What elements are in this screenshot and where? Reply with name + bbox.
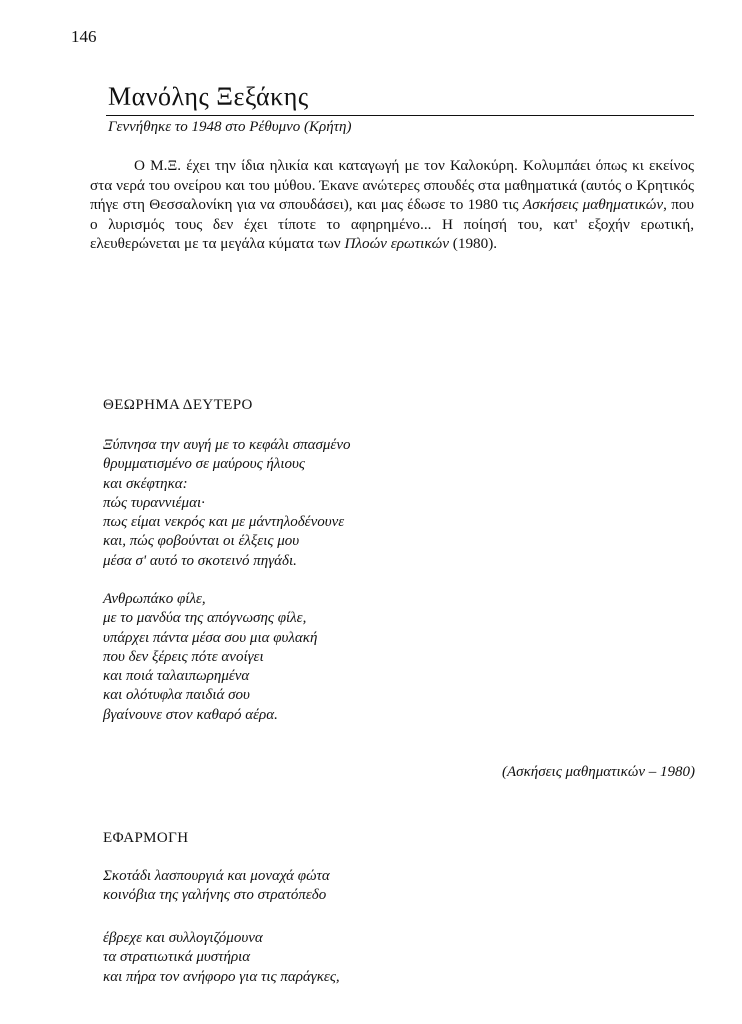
- bio-text-2: , που ο λυρισμός τους δεν έχει τίποτε το αφηρημένο... Η ποίησή του, κατ' εξοχήν ερωτική, ελευθερώνεται με τα μεγάλα κύματα των: [90, 196, 694, 253]
- bio-book-title-1: Ασκήσεις μαθηματικών: [522, 196, 664, 214]
- poem-line: Ανθρωπάκο φίλε,: [103, 591, 206, 607]
- title-rule: [106, 115, 694, 116]
- poem-stanza: [103, 590, 317, 725]
- poem-line: μέσα σ' αυτό το σκοτεινό πηγάδι.: [103, 552, 297, 569]
- bio-book-title-2: Πλοών ερωτικών: [344, 235, 449, 253]
- poem-line: υπάρχει πάντα μέσα σου μια φυλακή: [103, 629, 318, 646]
- poem-stanza: [103, 867, 330, 906]
- poem-line: τα στρατιωτικά μυστήρια: [103, 949, 251, 966]
- poem-line: έβρεχε και συλλογιζόμουνα: [103, 930, 263, 946]
- poem-line: πως είμαι νεκρός και με μάντηλοδένουνε: [103, 514, 345, 531]
- bio-text-1: Ο Μ.Ξ. έχει την ίδια ηλικία και καταγωγή με τον Καλοκύρη. Κολυμπάει όπως κι εκείνος στα νερά του ονείρου και του μύθου. Έκανε ανώτερες σπουδές στα μαθηματικά (αυτός ο Κρητικός πήγε στη Θεσσαλονίκη για να σπουδάσει), και μας έδωσε το 1980 τις: [90, 157, 694, 214]
- poem-source: (Ασκήσεις μαθηματικών – 1980): [502, 764, 695, 780]
- poem-line: και πήρα τον ανήφορο για τις παράγκες,: [103, 968, 340, 985]
- poem-line: που δεν ξέρεις πότε ανοίγει: [103, 648, 264, 665]
- poem-title: ΘΕΩΡΗΜΑ ΔΕΥΤΕΡΟ: [103, 397, 253, 413]
- poem-line: και, πώς φοβούνται οι έλξεις μου: [103, 533, 300, 550]
- page-number: 146: [71, 27, 97, 46]
- poem-stanza: [103, 436, 350, 571]
- poem-line: Ξύπνησα την αυγή με το κεφάλι σπασμένο: [103, 437, 351, 453]
- poem-line: Σκοτάδι λασπουργιά και μοναχά φώτα: [103, 868, 330, 884]
- author-birth-info: Γεννήθηκε το 1948 στο Ρέθυμνο (Κρήτη): [108, 119, 352, 135]
- poem-line: και ολότυφλα παιδιά σου: [103, 687, 250, 704]
- poem-line: θρυμματισμένο σε μαύρους ήλιους: [103, 456, 306, 473]
- poem-line: βγαίνουνε στον καθαρό αέρα.: [103, 706, 278, 723]
- poem-stanza: [103, 929, 340, 987]
- bio-paragraph: [90, 156, 694, 254]
- bio-text-3: (1980).: [449, 235, 498, 253]
- poem-line: με το μανδύα της απόγνωσης φίλε,: [103, 610, 307, 627]
- poem-line: πώς τυραννιέμαι·: [103, 494, 205, 511]
- poem-line: κοινόβια της γαλήνης στο στρατόπεδο: [103, 887, 327, 904]
- poem-title: ΕΦΑΡΜΟΓΗ: [103, 830, 189, 846]
- poem-line: και ποιά ταλαιπωρημένα: [103, 668, 250, 685]
- author-name: Μανόλης Ξεξάκης: [108, 82, 309, 111]
- poem-line: και σκέφτηκα:: [103, 475, 188, 492]
